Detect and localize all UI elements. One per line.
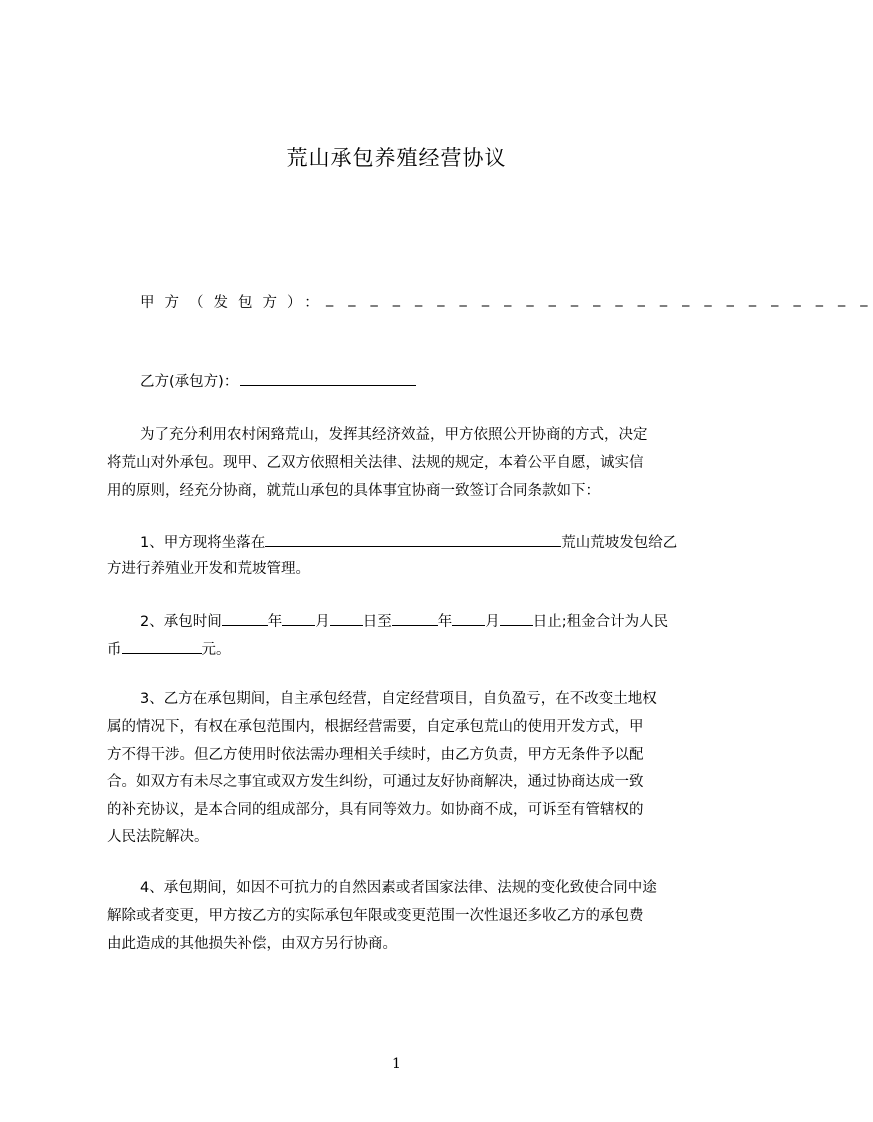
intro-line-1: 为了充分利用农村闲臵荒山，发挥其经济效益，甲方依照公开协商的方式，决定	[140, 427, 648, 443]
rent-amount-blank[interactable]	[122, 638, 202, 654]
party-a-label: 甲方（发包方）：	[140, 295, 329, 311]
intro-line-3: 用的原则，经充分协商，就荒山承包的具体事宜协商一致签订合同条款如下：	[107, 483, 600, 499]
end-day-blank[interactable]	[500, 610, 533, 626]
clause-2-line-2	[107, 638, 231, 660]
end-year-blank[interactable]	[392, 610, 438, 626]
clause-3-line-6: 人民法院解决。	[107, 829, 209, 845]
term-label: 2、承包时间	[140, 614, 222, 630]
month-label: 月	[315, 614, 330, 630]
clause-3-line-3: 方不得干涉。但乙方使用时依法需办理相关手续时，由乙方负责，甲方无条件予以配	[107, 747, 644, 763]
party-b-blank[interactable]	[240, 370, 416, 386]
location-blank-1[interactable]	[265, 531, 353, 547]
clause-3-line-1: 3、乙方在承包期间，自主承包经营，自定经营项目，自负盈亏，在不改变土地权	[140, 691, 657, 707]
clause-3-line-2: 属的情况下，有权在承包范围内，根据经营需要，自定承包荒山的使用开发方式，甲	[107, 719, 644, 735]
party-a-blank[interactable]: _ _ _ _ _ _ _ _ _ _ _ _ _ _ _ _ _ _ _ _ _ _ _ _ _	[326, 291, 873, 307]
year-label: 年	[267, 614, 283, 630]
party-b-line	[140, 370, 416, 392]
clause-4-line-1: 4、承包期间，如因不可抗力的自然因素或者国家法律、法规的变化致使合同中途	[140, 880, 657, 896]
clause-4-line-2: 解除或者变更，甲方按乙方的实际承包年限或变更范围一次性退还多收乙方的承包费	[107, 908, 644, 924]
start-month-blank[interactable]	[282, 610, 315, 626]
day-end-label: 日止;租金合计为人民	[532, 614, 669, 630]
party-b-label: 乙方(承包方)：	[140, 374, 239, 390]
document-title: 荒山承包养殖经营协议	[286, 146, 507, 170]
clause-1-prefix: 1、甲方现将坐落在	[140, 535, 266, 551]
clause-4-line-3: 由此造成的其他损失补偿，由双方另行协商。	[107, 936, 397, 952]
month-label: 月	[485, 614, 500, 630]
year-label: 年	[437, 614, 453, 630]
yuan-label: 元。	[201, 642, 231, 658]
clause-3-line-4: 合。如双方有未尽之事宜或双方发生纠纷，可通过友好协商解决，通过协商达成一致	[107, 774, 644, 790]
intro-line-2: 将荒山对外承包。现甲、乙双方依照相关法律、法规的规定，本着公平自愿，诚实信	[107, 455, 644, 471]
location-blank-2[interactable]	[353, 531, 561, 547]
clause-1-suffix: 荒山荒坡发包给乙	[561, 535, 678, 551]
clause-3-line-5: 的补充协议，是本合同的组成部分，具有同等效力。如协商不成，可诉至有管辖权的	[107, 802, 644, 818]
start-year-blank[interactable]	[222, 610, 268, 626]
currency-label: 币	[107, 642, 122, 658]
start-day-blank[interactable]	[330, 610, 363, 626]
page-number: 1	[392, 1056, 401, 1072]
clause-1-line-2: 方进行养殖业开发和荒坡管理。	[107, 561, 310, 577]
clause-1-line-1	[140, 531, 677, 553]
end-month-blank[interactable]	[452, 610, 485, 626]
clause-2-line-1	[140, 610, 668, 632]
day-to-label: 日至	[362, 614, 392, 630]
